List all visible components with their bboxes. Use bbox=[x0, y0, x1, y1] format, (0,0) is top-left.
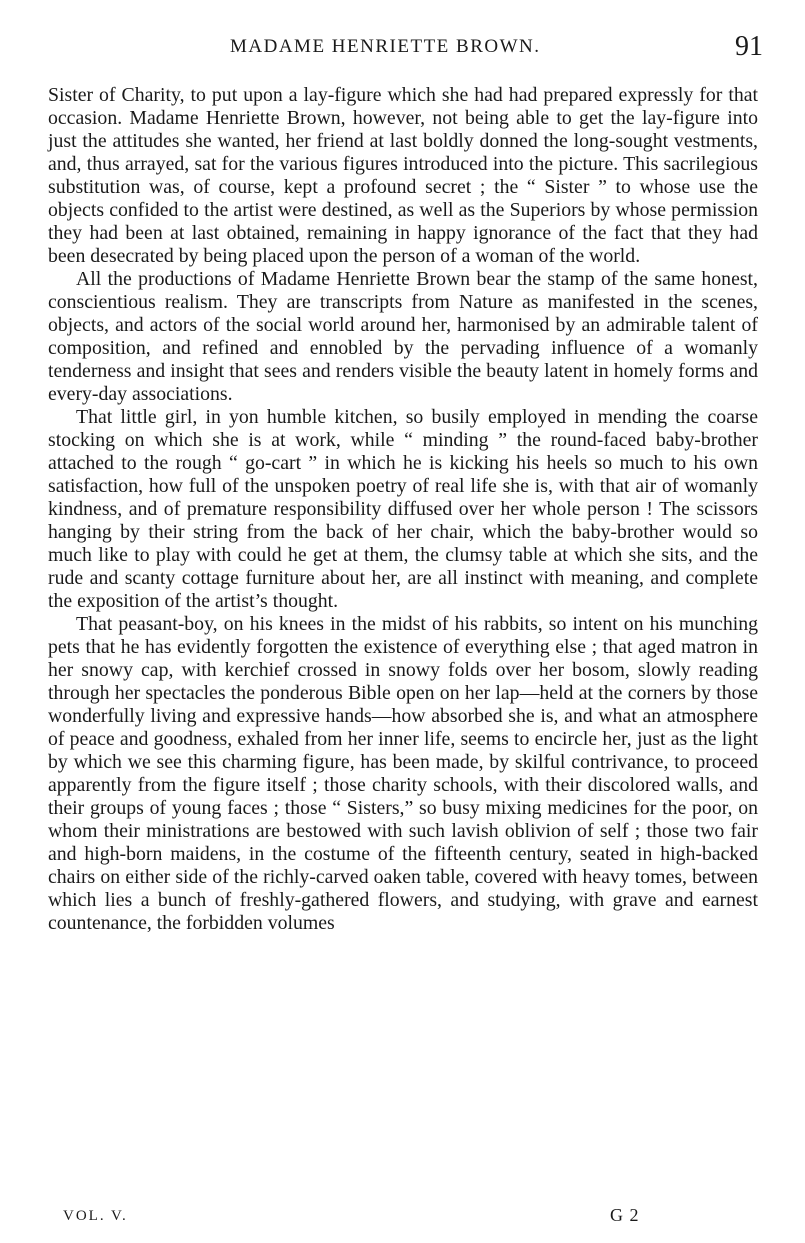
paragraph-2: All the productions of Madame Henriette Brown bear the stamp of the same honest, conscientious realism. They are transcripts from Nature as manifested in the scenes, objects, and actors of the social world around her, harmonised by an admirable talent of composition, and refined and ennobled by the pervading influence of a womanly tenderness and insight that sees and renders visible the beauty latent in homely forms and every-day associations. bbox=[48, 268, 758, 405]
paragraph-1: Sister of Charity, to put upon a lay-figure which she had had prepared expressly for that occasion. Madame Henriette Brown, however, not being able to get the lay-figure into just the attitudes she wanted, her friend at last boldly donned the long-sought vestments, and, thus arrayed, sat for the various figures introduced into the picture. This sacrilegious substitution was, of course, kept a profound secret ; the “ Sister ” to whose use the objects confided to the artist were destined, as well as the Superiors by whose permission they had been at last obtained, remaining in happy ignorance of the fact that they had been desecrated by being placed upon the person of a woman of the world. bbox=[48, 84, 758, 267]
page-number: 91 bbox=[735, 31, 763, 62]
running-title: MADAME HENRIETTE BROWN. bbox=[230, 36, 541, 57]
volume-label: VOL. V. bbox=[63, 1208, 128, 1224]
body-text bbox=[48, 84, 758, 935]
signature-mark: G 2 bbox=[610, 1205, 640, 1225]
paragraph-3: That little girl, in yon humble kitchen, so busily employed in mending the coarse stocking on which she is at work, while “ minding ” the round-faced baby-brother attached to the rough “ go-cart ” in which he is kicking his heels so much to his own satisfaction, how full of the unspoken poetry of real life she is, with that air of womanly kindness, and of premature responsibility diffused over her whole person ! The scissors hanging by their string from the back of her chair, which the baby-brother would so much like to play with could he get at them, the clumsy table at which she sits, and the rude and scanty cottage furniture about her, are all instinct with meaning, and complete the exposition of the artist’s thought. bbox=[48, 406, 758, 612]
paragraph-4: That peasant-boy, on his knees in the midst of his rabbits, so intent on his munching pets that he has evidently forgotten the existence of everything else ; that aged matron in her snowy cap, with kerchief crossed in snowy folds over her bosom, slowly reading through her spectacles the ponderous Bible open on her lap—held at the corners by those wonderfully living and expressive hands—how absorbed she is, and what an atmosphere of peace and goodness, exhaled from her inner life, seems to encircle her, just as the light by which we see this charming figure, has been made, by skilful contrivance, to proceed apparently from the figure itself ; those charity schools, with their discolored walls, and their groups of young faces ; those “ Sisters,” so busy mixing medicines for the poor, on whom their ministrations are bestowed with such lavish oblivion of self ; those two fair and high-born maidens, in the costume of the fifteenth century, seated in high-backed chairs on either side of the richly-carved oaken table, covered with heavy tomes, between which lies a bunch of freshly-gathered flowers, and studying, with grave and earnest countenance, the forbidden volumes bbox=[48, 613, 758, 934]
